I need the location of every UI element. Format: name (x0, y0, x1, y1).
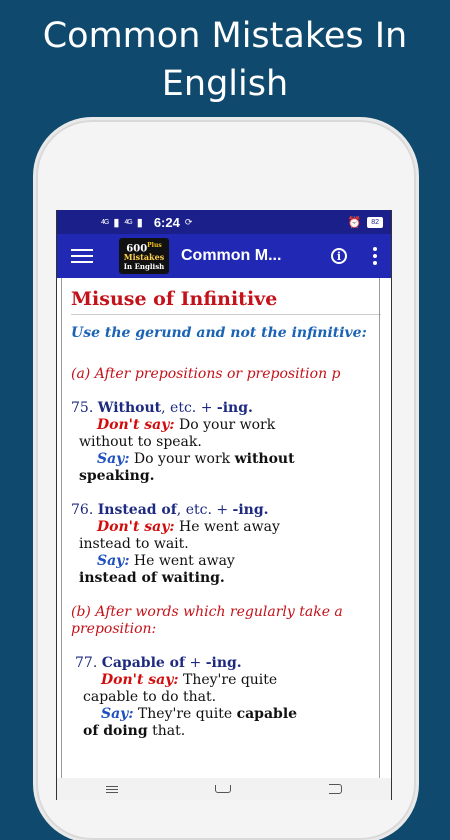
signal-icon-2: ▮ (136, 216, 143, 229)
rule-76 (71, 502, 391, 587)
hamburger-menu-icon[interactable] (71, 249, 93, 263)
app-logo (119, 238, 169, 274)
promo-title-line2: English (161, 64, 289, 104)
content-border-left (61, 278, 62, 782)
rule-keyword: Capable of (101, 655, 186, 671)
say-bold: without (234, 451, 295, 467)
dont-say-text-cont: capable to do that. (83, 689, 217, 705)
rule-suffix: -ing. (216, 400, 253, 416)
sim2-label: 4G (124, 218, 132, 226)
say-bold-cont: of doing (83, 723, 148, 739)
rule-suffix: -ing. (232, 502, 269, 518)
more-options-icon[interactable] (373, 247, 377, 265)
app-toolbar (57, 234, 391, 278)
alarm-icon: ⏰ (347, 216, 362, 229)
rule-number: 76. (71, 502, 94, 518)
logo-in-english: In English (123, 262, 165, 272)
section-a-heading: (a) After prepositions or preposition p (71, 366, 341, 382)
say-bold: capable (236, 706, 298, 722)
rule-77 (71, 655, 391, 740)
section-b-heading: (b) After words which regularly take a preposition: (71, 604, 343, 637)
dont-say-text-cont: without to speak. (79, 434, 202, 450)
say-label: Say: (101, 706, 134, 722)
dont-say-text: They're quite (178, 672, 278, 688)
rule-number: 75. (71, 400, 94, 416)
app-title: Common M... (181, 247, 282, 264)
say-bold-cont: speaking. (79, 468, 155, 484)
logo-plus: Plus (147, 241, 162, 249)
dont-say-label: Don't say: (97, 519, 175, 535)
logo-600: 600 (126, 243, 148, 255)
sim1-label: 4G (101, 218, 109, 226)
say-bold-cont: instead of waiting. (79, 570, 225, 586)
promo-title (0, 12, 450, 108)
dont-say-text: Do your work (174, 417, 276, 433)
system-nav-bar (57, 778, 391, 800)
info-icon[interactable]: i (331, 248, 347, 264)
promo-title-line1: Common Mistakes In (42, 16, 408, 56)
rule-keyword: Instead of (97, 502, 177, 518)
rule-keyword: Without (97, 400, 162, 416)
home-icon[interactable] (215, 785, 231, 793)
rule-number: 77. (75, 655, 98, 671)
logo-mistakes: Mistakes (123, 252, 165, 263)
say-label: Say: (97, 451, 130, 467)
status-bar (57, 210, 391, 234)
battery-icon: 82 (367, 217, 383, 228)
lesson-content[interactable] (57, 278, 391, 782)
rule-rest: , etc. + (176, 502, 233, 518)
lesson-heading: Misuse of Infinitive (71, 288, 381, 315)
signal-icon: ▮ (113, 216, 120, 229)
say-text: Do your work (129, 451, 235, 467)
say-text: They're quite (133, 706, 237, 722)
rule-suffix: -ing. (205, 655, 242, 671)
dont-say-text-cont: instead to wait. (79, 536, 189, 552)
say-label: Say: (97, 553, 130, 569)
dont-say-label: Don't say: (101, 672, 179, 688)
rule-rest: + (185, 655, 206, 671)
say-text: He went away (129, 553, 235, 569)
app-screen (56, 210, 392, 800)
sync-icon: ⟳ (184, 216, 193, 227)
lesson-intro: Use the gerund and not the infinitive: (71, 325, 367, 341)
back-icon[interactable] (329, 784, 342, 794)
content-border-right (379, 278, 380, 782)
rule-rest: , etc. + (161, 400, 217, 416)
say-text-end: that. (147, 723, 186, 739)
recent-apps-icon[interactable] (106, 786, 118, 793)
dont-say-text: He went away (174, 519, 280, 535)
rule-75 (71, 400, 391, 485)
dont-say-label: Don't say: (97, 417, 175, 433)
clock: 6:24 (153, 214, 180, 230)
